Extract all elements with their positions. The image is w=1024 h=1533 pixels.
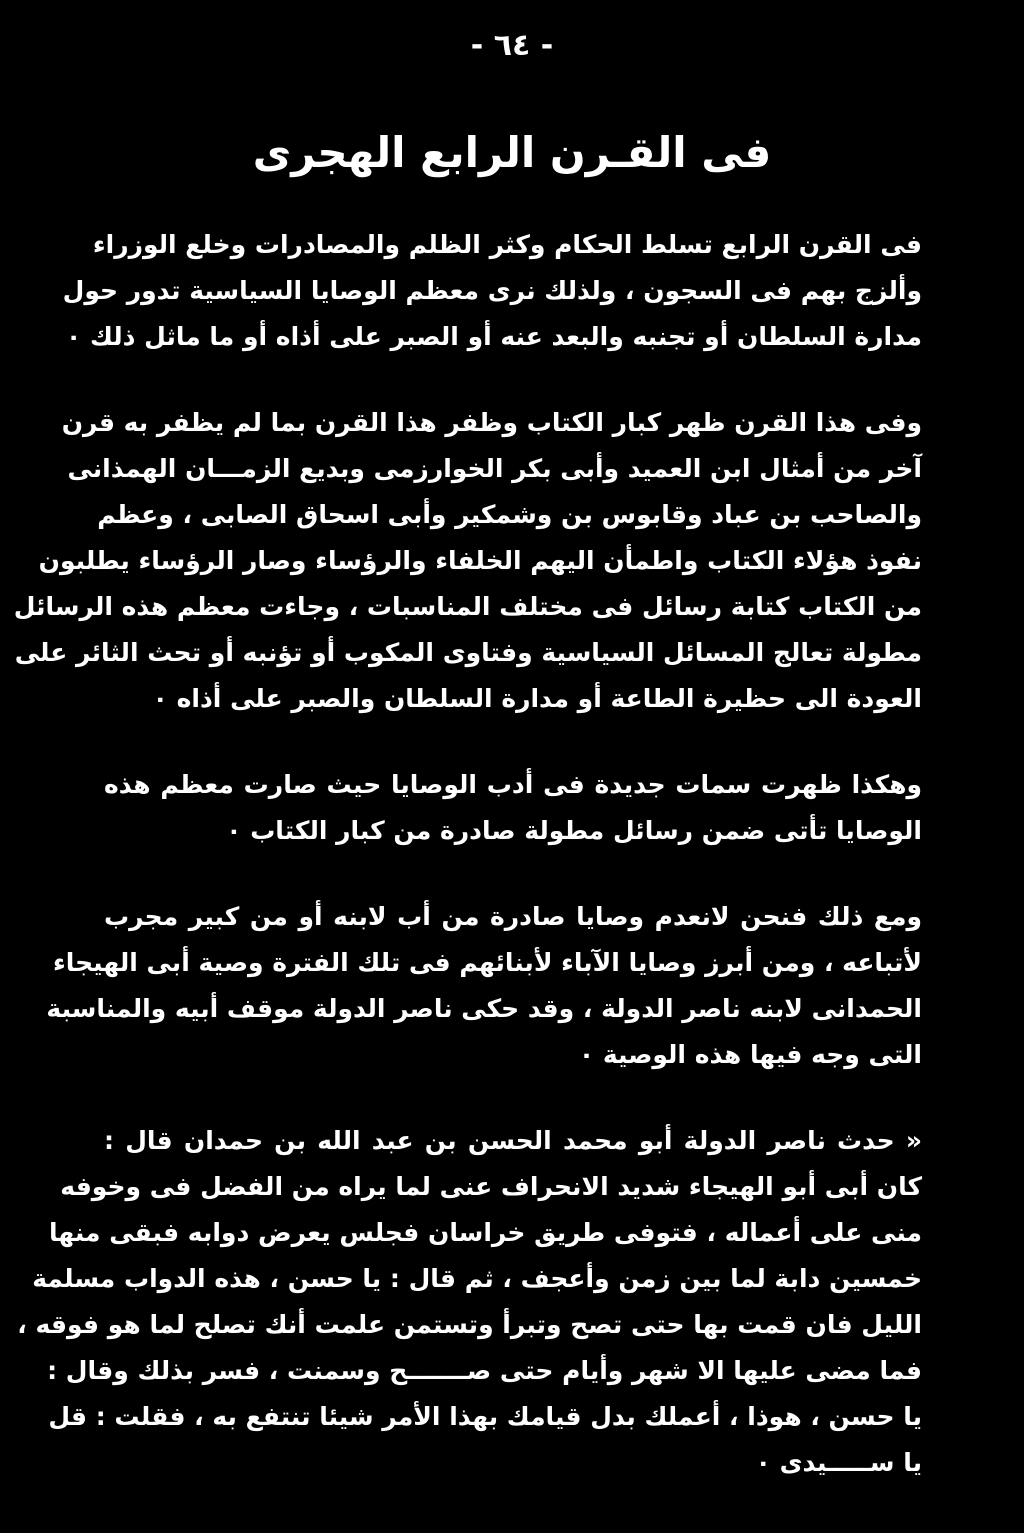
body-text (13, 222, 922, 1486)
chapter-title: فى القـرن الرابع الهجرى (252, 128, 772, 177)
text-line: وألزج بهم فى السجون ، ولذلك نرى معظم الوصايا السياسية تدور حول (62, 276, 922, 305)
text-line: من الكتاب كتابة رسائل فى مختلف المناسبات ، وجاءت معظم هذه الرسائل (13, 592, 922, 621)
text-line: الوصايا تأتى ضمن رسائل مطولة صادرة من كبار الكتاب ٠ (226, 816, 922, 845)
text-line: خمسين دابة لما بين زمن وأعجف ، ثم قال : يا حسن ، هذه الدواب مسلمة (32, 1264, 922, 1293)
text-line: الليل فان قمت بها حتى تصح وتبرأ وتستمن علمت أنك تصلح لما هو فوقه ، (17, 1310, 922, 1339)
text-line: نفوذ هؤلاء الكتاب واطمأن اليهم الخلفاء والرؤساء وصار الرؤساء يطلبون (38, 546, 922, 575)
text-line: العودة الى حظيرة الطاعة أو مدارة السلطان والصبر على أذاه ٠ (152, 684, 922, 713)
paragraph-break (104, 722, 922, 762)
text-line: منى على أعماله ، فتوفى طريق خراسان فجلس يعرض دوابه فبقى منها (48, 1218, 922, 1247)
text-line: والصاحب بن عباد وقابوس بن وشمكير وأبى اسحاق الصابى ، وعظم (97, 500, 922, 529)
text-line: الحمدانى لابنه ناصر الدولة ، وقد حكى ناصر الدولة موقف أبيه والمناسبة (46, 994, 922, 1023)
text-line: لأتباعه ، ومن أبرز وصايا الآباء لأبنائهم فى تلك الفترة وصية أبى الهيجاء (52, 948, 922, 977)
paragraph-break (104, 854, 922, 894)
text-line: « حدث ناصر الدولة أبو محمد الحسن بن عبد الله بن حمدان قال : (104, 1126, 922, 1155)
paragraph-break (104, 1078, 922, 1118)
text-line: فما مضى عليها الا شهر وأيام حتى صـــــــح وسمنت ، فسر بذلك وقال : (47, 1356, 922, 1385)
text-line: وفى هذا القرن ظهر كبار الكتاب وظفر هذا القرن بما لم يظفر به قرن (61, 408, 922, 437)
text-line: مدارة السلطان أو تجنبه والبعد عنه أو الصبر على أذاه أو ما ماثل ذلك ٠ (65, 322, 922, 351)
text-line: ومع ذلك فنحن لانعدم وصايا صادرة من أب لابنه أو من كبير مجرب (104, 902, 922, 931)
text-line: آخر من أمثال ابن العميد وأبى بكر الخوارزمى وبديع الزمـــان الهمذانى (67, 454, 922, 483)
text-line: يا حسن ، هوذا ، أعملك بدل قيامك بهذا الأمر شيئا تنتفع به ، فقلت : قل (48, 1402, 922, 1431)
text-line: يا ســـــيدى ٠ (755, 1448, 922, 1477)
page-number: - ٦٤ - (470, 28, 554, 63)
text-line: فى القرن الرابع تسلط الحكام وكثر الظلم والمصادرات وخلع الوزراء (92, 230, 922, 259)
text-line: مطولة تعالج المسائل السياسية وفتاوى المكوب أو تؤنبه أو تحث الثائر على (14, 638, 922, 667)
paragraph-break (104, 360, 922, 400)
text-line: وهكذا ظهرت سمات جديدة فى أدب الوصايا حيث صارت معظم هذه (104, 770, 922, 799)
text-line: كان أبى أبو الهيجاء شديد الانحراف عنى لما يراه من الفضل فى وخوفه (60, 1172, 922, 1201)
text-line: التى وجه فيها هذه الوصية ٠ (578, 1040, 922, 1069)
